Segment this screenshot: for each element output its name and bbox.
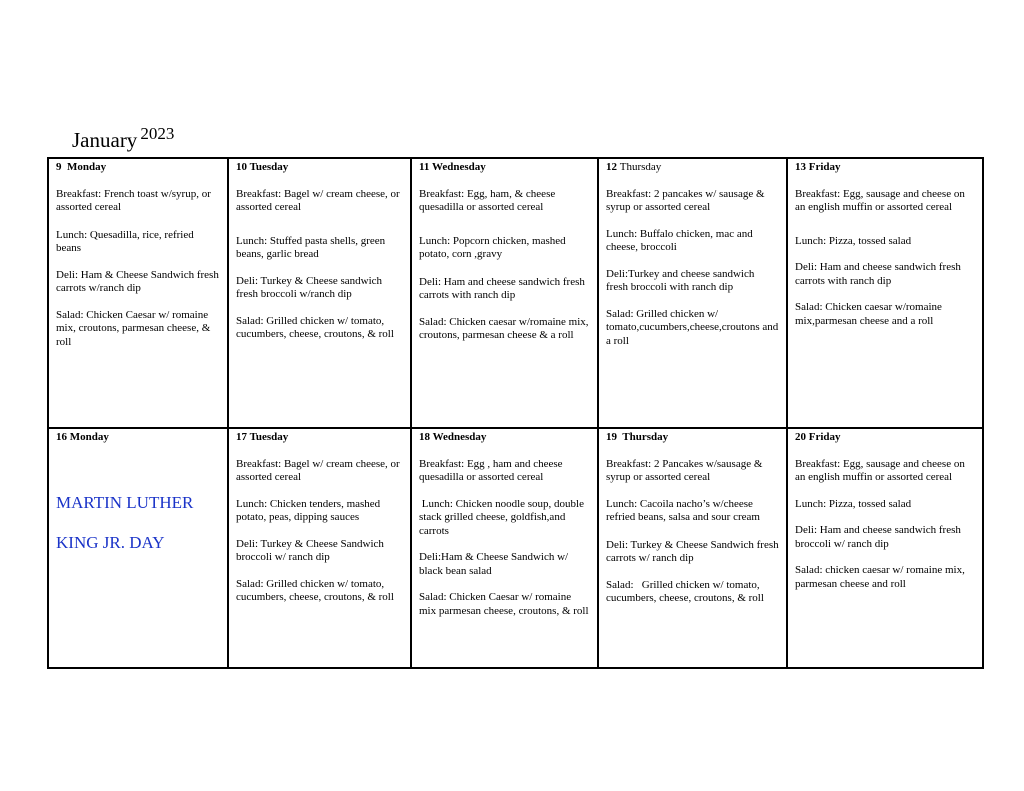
day-cell-jan-12	[598, 158, 787, 428]
lunch-entry: Lunch: Quesadilla, rice, refried beans	[56, 228, 194, 254]
deli-entry: Deli: Turkey & Cheese Sandwich fresh carrots w/ ranch dip	[606, 538, 779, 564]
salad-entry: Salad: Chicken caesar w/romaine mix,parmesan cheese and a roll	[795, 301, 942, 327]
day-cell-jan-18	[411, 428, 598, 668]
salad-entry: Salad: Grilled chicken w/ tomato, cucumbers, cheese, croutons, & roll	[236, 577, 394, 603]
breakfast-entry: Breakfast: 2 pancakes w/ sausage & syrup or assorted cereal	[606, 187, 765, 213]
deli-entry: Deli: Ham & Cheese Sandwich fresh carrots w/ranch dip	[56, 268, 219, 294]
day-cell-jan-16	[48, 428, 228, 668]
holiday-line-1: MARTIN LUTHER	[56, 492, 194, 512]
day-header: 16 Monday	[56, 431, 109, 443]
lunch-entry: Lunch: Chicken noodle soup, double stack grilled cheese, goldfish,and carrots	[419, 497, 587, 537]
breakfast-entry: Breakfast: French toast w/syrup, or assorted cereal	[56, 187, 211, 213]
lunch-entry: Lunch: Stuffed pasta shells, green beans, garlic bread	[236, 234, 386, 260]
day-cell-jan-17	[228, 428, 411, 668]
deli-entry: Deli: Ham and cheese sandwich fresh carrots with ranch dip	[795, 261, 961, 287]
deli-entry: Deli:Ham & Cheese Sandwich w/ black bean salad	[419, 551, 569, 577]
lunch-entry: Lunch: Popcorn chicken, mashed potato, corn ,gravy	[419, 234, 566, 260]
day-header: 12 Thursday	[606, 161, 662, 173]
lunch-entry: Lunch: Pizza, tossed salad	[795, 497, 912, 510]
lunch-entry: Lunch: Cacoila nacho’s w/cheese refried beans, salsa and sour cream	[606, 497, 760, 523]
day-header: 17 Tuesday	[236, 431, 289, 443]
week-row-2	[48, 428, 983, 668]
day-header: 10 Tuesday	[236, 161, 289, 173]
deli-entry: Deli:Turkey and cheese sandwich fresh broccoli with ranch dip	[606, 267, 755, 293]
lunch-entry: Lunch: Buffalo chicken, mac and cheese, broccoli	[606, 227, 753, 253]
salad-entry: Salad: Grilled chicken w/ tomato, cucumbers, cheese, croutons, & roll	[236, 314, 394, 340]
day-cell-jan-10	[228, 158, 411, 428]
holiday-notice	[56, 493, 220, 553]
day-header: 20 Friday	[795, 431, 841, 443]
day-header: 18 Wednesday	[419, 431, 487, 443]
title-month: January	[72, 128, 138, 152]
day-header: 19 Thursday	[606, 431, 669, 443]
lunch-entry: Lunch: Chicken tenders, mashed potato, peas, dipping sauces	[236, 497, 381, 523]
salad-entry: Salad: Grilled chicken w/ tomato,cucumbers,cheese,croutons and a roll	[606, 307, 779, 347]
holiday-line-2: KING JR. DAY	[56, 532, 165, 552]
salad-entry: Salad: Chicken Caesar w/ romaine mix, croutons, parmesan cheese, & roll	[56, 308, 211, 348]
breakfast-entry: Breakfast: Egg, sausage and cheese on an english muffin or assorted cereal	[795, 187, 965, 213]
salad-entry: Salad: chicken caesar w/ romaine mix, parmesan cheese and roll	[795, 564, 965, 590]
deli-entry: Deli: Turkey & Cheese sandwich fresh broccoli w/ranch dip	[236, 274, 383, 300]
day-cell-jan-20	[787, 428, 983, 668]
day-cell-jan-9	[48, 158, 228, 428]
breakfast-entry: Breakfast: Bagel w/ cream cheese, or assorted cereal	[236, 457, 400, 483]
lunch-entry: Lunch: Pizza, tossed salad	[795, 234, 912, 247]
day-cell-jan-13	[787, 158, 983, 428]
day-header: 9 Monday	[56, 161, 107, 173]
deli-entry: Deli: Turkey & Cheese Sandwich broccoli w/ ranch dip	[236, 537, 384, 563]
day-cell-jan-19	[598, 428, 787, 668]
breakfast-entry: Breakfast: Egg, sausage and cheese on an english muffin or assorted cereal	[795, 457, 965, 483]
deli-entry: Deli: Ham and cheese sandwich fresh broccoli w/ ranch dip	[795, 524, 961, 550]
breakfast-entry: Breakfast: Bagel w/ cream cheese, or assorted cereal	[236, 187, 400, 213]
breakfast-entry: Breakfast: Egg, ham, & cheese quesadilla or assorted cereal	[419, 187, 556, 213]
deli-entry: Deli: Ham and cheese sandwich fresh carrots with ranch dip	[419, 275, 585, 301]
day-cell-jan-11	[411, 158, 598, 428]
menu-calendar-table	[47, 157, 984, 669]
calendar-title	[72, 124, 175, 153]
breakfast-entry: Breakfast: Egg , ham and cheese quesadilla or assorted cereal	[419, 457, 563, 483]
day-header: 13 Friday	[795, 161, 841, 173]
salad-entry: Salad: Chicken caesar w/romaine mix, croutons, parmesan cheese & a roll	[419, 315, 589, 341]
salad-entry: Salad: Grilled chicken w/ tomato, cucumbers, cheese, croutons, & roll	[606, 578, 764, 604]
week-row-1	[48, 158, 983, 428]
day-header: 11 Wednesday	[419, 161, 486, 173]
title-year: 2023	[140, 124, 175, 143]
breakfast-entry: Breakfast: 2 Pancakes w/sausage & syrup or assorted cereal	[606, 457, 763, 483]
salad-entry: Salad: Chicken Caesar w/ romaine mix parmesan cheese, croutons, & roll	[419, 591, 589, 617]
